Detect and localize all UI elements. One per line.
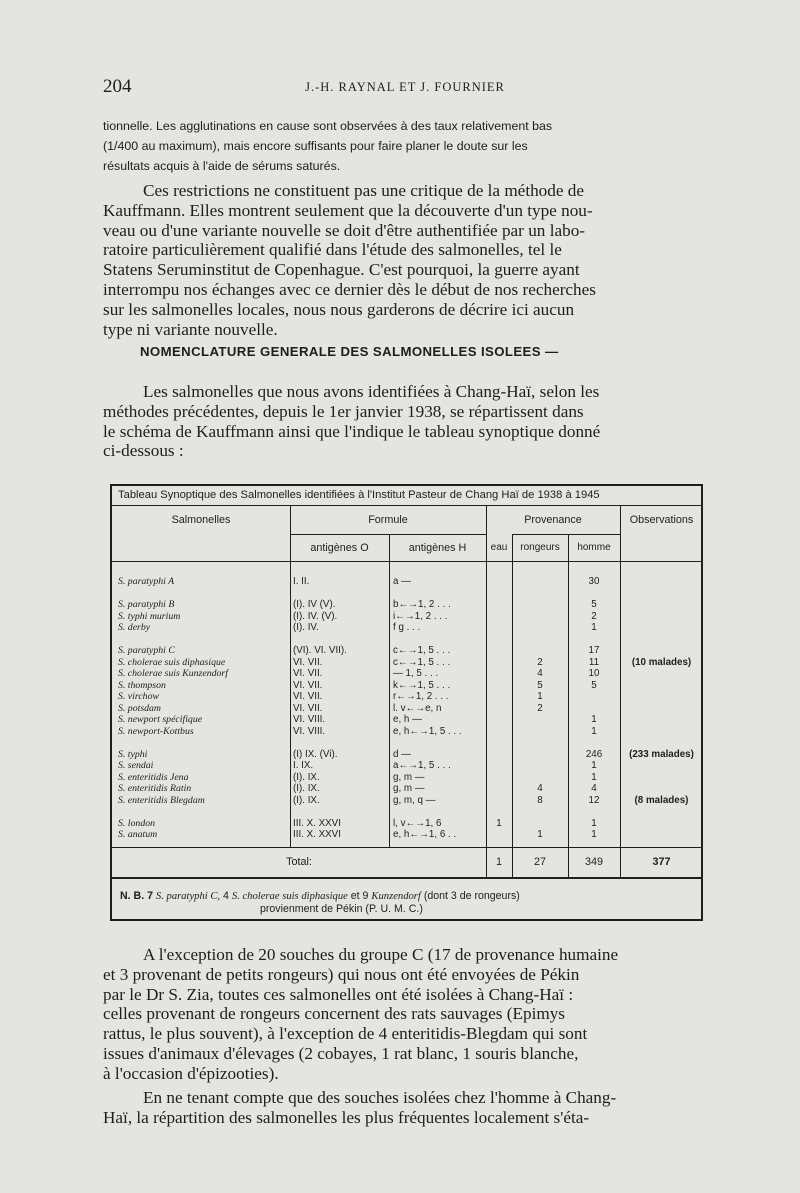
column-salmonella [118, 645, 288, 737]
rule [112, 505, 701, 506]
cell-antigen-o: (VI). VI. VII). [293, 645, 347, 656]
cell-antigen-o: VI. VIII. [293, 725, 326, 737]
cell-salmonella: S. paratyphi B [118, 599, 175, 610]
footnote-prefix: N. B. 7 [120, 890, 153, 902]
header-antigenes-o: antigènes O [310, 542, 369, 554]
cell-homme: 1 [591, 817, 597, 829]
intro-paragraph [103, 116, 706, 176]
footnote-text: et 9 [350, 890, 369, 902]
cell-salmonella: S. anatum [118, 829, 158, 840]
cell-homme: 1 [591, 771, 597, 783]
cell-antigen-o: I. II. [293, 576, 310, 587]
cell-eau [486, 576, 512, 588]
cell-antigen-o: III. X. XXVI [293, 829, 341, 840]
column-eau [486, 818, 512, 841]
cell-homme: 1 [591, 829, 597, 840]
text-line: issues d'animaux d'élevages (2 cobayes, 1 rat blanc, 1 souris blanche, [103, 1043, 579, 1063]
column-homme [568, 645, 620, 737]
column-homme [568, 576, 620, 588]
total-observations: 377 [652, 856, 671, 868]
cell-antigen-o: (I). IV (V). [293, 599, 336, 610]
cell-rongeurs: 2 [537, 702, 543, 714]
text-line: rattus, le plus souvent), à l'exception de 4 enteritidis-Blegdam qui sont [103, 1024, 588, 1044]
cell-antigen-o: (I). IV. [293, 622, 319, 633]
column-salmonella [118, 818, 288, 841]
column-salmonella [118, 599, 288, 634]
cell-antigen-o: VI. VII. [293, 691, 323, 702]
header-homme: homme [577, 542, 611, 553]
footnote-text: (dont 3 de rongeurs) [423, 890, 520, 902]
column-antigen-h [393, 749, 485, 807]
cell-homme: 5 [591, 599, 597, 610]
column-eau [486, 749, 512, 807]
header-salmonelles: Salmonelles [171, 514, 231, 526]
column-rongeurs [512, 599, 568, 634]
cell-observations [620, 611, 703, 623]
cell-observations [620, 783, 703, 795]
cell-eau [486, 657, 512, 669]
cell-observations [620, 691, 703, 703]
cell-observations [620, 668, 703, 680]
cell-homme: 11 [588, 656, 600, 668]
column-antigen-o [293, 576, 387, 588]
rule [112, 847, 701, 848]
cell-salmonella: S. paratyphi A [118, 576, 175, 587]
cell-salmonella: S. london [118, 817, 156, 829]
total-eau: 1 [495, 856, 502, 868]
cell-antigen-h: c←→1, 5 . . . [393, 645, 451, 656]
cell-salmonella: S. newport-Kottbus [118, 725, 194, 737]
cell-observations [620, 829, 703, 841]
text-line: et 3 provenant de petits rongeurs) qui nous ont été envoyées de Pékin [103, 964, 580, 984]
text-line: Ces restrictions ne constituent pas une critique de la méthode de [143, 181, 585, 200]
cell-antigen-o: VI. VII. [293, 668, 323, 679]
text-line: En ne tenant compte que des souches isolées chez l'homme à Chang- [143, 1088, 617, 1107]
column-homme [568, 749, 620, 807]
column-antigen-o [293, 645, 387, 737]
cell-homme: 12 [588, 794, 600, 806]
cell-rongeurs [512, 818, 568, 830]
cell-eau [486, 714, 512, 726]
text-line: interrompu nos échanges avec ce dernier dès le début de nos recherches [103, 279, 596, 299]
header-rongeurs: rongeurs [520, 542, 560, 553]
cell-antigen-h: k←→1, 5 . . . [393, 679, 451, 691]
column-observations [620, 576, 703, 588]
cell-homme: 17 [588, 645, 600, 656]
cell-antigen-h: g, m — [393, 771, 425, 783]
cell-eau [486, 668, 512, 680]
column-antigen-o [293, 599, 387, 634]
cell-antigen-h: e, h — [393, 714, 422, 725]
cell-observations [620, 576, 703, 588]
cell-antigen-o: VI. VII. [293, 702, 323, 714]
cell-antigen-h: d — [393, 748, 411, 760]
column-salmonella [118, 749, 288, 807]
rule [290, 534, 486, 535]
text-line: sur les salmonelles locales, nous nous garderons de décrire ici aucun [103, 299, 575, 319]
paragraph-salmonelles [103, 382, 706, 461]
text-line: à l'occasion d'épizooties). [103, 1063, 279, 1083]
cell-homme: 30 [588, 576, 600, 587]
footnote-line: provienment de Pékin (P. U. M. C.) [260, 903, 423, 915]
header-formule: Formule [368, 514, 408, 526]
cell-observations [620, 680, 703, 692]
cell-homme: 1 [591, 714, 597, 725]
text-line: A l'exception de 20 souches du groupe C (17 de provenance humaine [143, 945, 619, 964]
cell-rongeurs: 8 [537, 794, 543, 806]
cell-salmonella: S. sendai [118, 760, 154, 771]
cell-observations: (233 malades) [629, 748, 694, 760]
cell-rongeurs: 5 [537, 679, 543, 691]
cell-homme [568, 691, 620, 703]
cell-antigen-o: (I). IX. [293, 771, 320, 783]
cell-antigen-o: III. X. XXVI [293, 817, 341, 829]
paragraph-repartition [103, 1088, 706, 1128]
text-line: Haï, la répartition des salmonelles les plus fréquentes localement s'éta- [103, 1107, 590, 1127]
cell-antigen-o: (I). IX. [293, 783, 320, 794]
column-antigen-o [293, 749, 387, 807]
cell-salmonella: S. enteritidis Blegdam [118, 794, 205, 806]
text-line: type ni variante nouvelle. [103, 319, 278, 339]
page-header [103, 76, 707, 100]
text-line: résultats acquis à l'aide de sérums saturés. [103, 159, 341, 173]
cell-eau [486, 749, 512, 761]
cell-eau [486, 599, 512, 611]
cell-antigen-h: f g . . . [393, 622, 421, 633]
cell-rongeurs [512, 749, 568, 761]
cell-antigen-h: g, m — [393, 783, 425, 794]
total-rongeurs: 27 [533, 856, 546, 868]
text-line: le schéma de Kauffmann ainsi que l'indique le tableau synoptique donné [103, 421, 601, 441]
rule [389, 534, 390, 847]
cell-observations [620, 772, 703, 784]
cell-antigen-h: g, m, q — [393, 794, 436, 806]
text-line: tionnelle. Les agglutinations en cause sont observées à des taux relativement bas [103, 119, 553, 133]
cell-antigen-h: i←→1, 2 . . . [393, 610, 448, 622]
header-provenance: Provenance [524, 514, 582, 526]
column-antigen-h [393, 576, 485, 588]
cell-rongeurs [512, 611, 568, 623]
column-rongeurs [512, 749, 568, 807]
section-title: NOMENCLATURE GENERALE DES SALMONELLES ISOLEES — [140, 344, 559, 359]
running-title: J.-H. RAYNAL ET J. FOURNIER [305, 80, 505, 94]
header-observations: Observations [629, 514, 694, 526]
total-homme: 349 [584, 856, 603, 868]
cell-rongeurs: 1 [537, 829, 543, 840]
cell-eau [486, 772, 512, 784]
footnote-text: 4 [223, 890, 229, 902]
text-line: ratoire particulièrement qualifié dans l'étude des salmonelles, tel le [103, 240, 562, 260]
cell-salmonella: S. cholerae suis Kunzendorf [118, 668, 228, 679]
cell-salmonella: S. typhi murium [118, 610, 181, 622]
rule [512, 534, 620, 535]
paragraph-restrictions [103, 181, 706, 339]
cell-eau [486, 795, 512, 807]
column-eau [486, 645, 512, 737]
text-line: ci-dessous : [103, 441, 184, 461]
cell-antigen-h: b←→1, 2 . . . [393, 599, 451, 610]
column-homme [568, 818, 620, 841]
page-number: 204 [103, 76, 132, 97]
cell-salmonella: S. newport spécifique [118, 714, 203, 725]
cell-antigen-o: VI. VII. [293, 679, 323, 691]
cell-rongeurs [512, 599, 568, 611]
cell-rongeurs [512, 760, 568, 772]
column-eau [486, 576, 512, 588]
cell-eau [486, 645, 512, 657]
text-line: Statens Seruminstitut de Copenhague. C'est pourquoi, la guerre ayant [103, 260, 580, 280]
cell-salmonella: S. paratyphi C [118, 645, 175, 656]
cell-rongeurs: 2 [537, 656, 543, 668]
text-line: méthodes précédentes, depuis le 1er janvier 1938, se répartissent dans [103, 401, 584, 421]
cell-homme: 10 [588, 668, 600, 679]
paragraph-exception [103, 945, 706, 1084]
cell-antigen-o: VI. VII. [293, 656, 323, 668]
synoptic-table [110, 484, 703, 921]
cell-antigen-h: r←→1, 2 . . . [393, 691, 449, 702]
cell-antigen-h: e, h←→1, 6 . . [393, 829, 457, 840]
cell-rongeurs: 4 [537, 783, 543, 794]
text-line: veau ou d'une variante nouvelle se doit d'être authentifiée par un labo- [103, 220, 586, 240]
cell-antigen-o: (I) IX. (Vi). [293, 748, 338, 760]
rule [112, 877, 701, 879]
column-rongeurs [512, 576, 568, 588]
cell-observations [620, 622, 703, 634]
cell-homme: 1 [591, 622, 597, 633]
column-eau [486, 599, 512, 634]
cell-antigen-o: (I). IV. (V). [293, 610, 338, 622]
cell-salmonella: S. cholerae suis diphasique [118, 656, 226, 668]
cell-eau [486, 703, 512, 715]
cell-observations [620, 599, 703, 611]
cell-antigen-o: I. IX. [293, 760, 314, 771]
cell-observations [620, 645, 703, 657]
cell-homme: 5 [591, 679, 597, 691]
column-antigen-h [393, 599, 485, 634]
column-antigen-h [393, 818, 485, 841]
rule [112, 561, 701, 562]
footnote-name: S. paratyphi C, [155, 891, 221, 902]
cell-salmonella: S. potsdam [118, 702, 162, 714]
column-observations [620, 818, 703, 841]
column-observations [620, 645, 703, 737]
column-observations [620, 599, 703, 634]
cell-antigen-h: l, v←→1, 6 [393, 817, 442, 829]
cell-rongeurs [512, 622, 568, 634]
cell-eau [486, 760, 512, 772]
text-line: (1/400 au maximum), mais encore suffisants pour faire planer le doute sur les [103, 139, 528, 153]
cell-rongeurs [512, 645, 568, 657]
text-line: celles provenant de rongeurs concernent des rats sauvages (Epimys [103, 1004, 565, 1024]
column-rongeurs [512, 645, 568, 737]
cell-salmonella: S. virchow [118, 691, 159, 702]
cell-salmonella: S. enteritidis Jena [118, 771, 189, 783]
rule [290, 505, 291, 847]
cell-rongeurs: 1 [537, 691, 543, 702]
cell-homme [568, 703, 620, 715]
cell-antigen-o: VI. VIII. [293, 714, 326, 725]
cell-eau [486, 622, 512, 634]
cell-observations: (10 malades) [631, 656, 692, 668]
cell-antigen-o: (I). IX. [293, 794, 320, 806]
cell-observations [620, 760, 703, 772]
cell-salmonella: S. thompson [118, 679, 166, 691]
header-eau: eau [490, 542, 508, 553]
cell-homme: 1 [591, 760, 597, 771]
cell-homme: 1 [591, 725, 597, 737]
cell-rongeurs [512, 726, 568, 738]
column-rongeurs [512, 818, 568, 841]
text-line: par le Dr S. Zia, toutes ces salmonelles ont été isolées à Chang-Haï : [103, 984, 574, 1004]
cell-homme: 2 [591, 610, 597, 622]
footnote-line [120, 890, 700, 903]
cell-eau [486, 726, 512, 738]
table-footnote [120, 890, 700, 916]
cell-eau: 1 [496, 817, 502, 829]
cell-antigen-h: — 1, 5 . . . [393, 668, 439, 679]
table-caption: Tableau Synoptique des Salmonelles identifiées à l'Institut Pasteur de Chang Haï de 1938 à 1945 [118, 489, 600, 501]
cell-observations: (8 malades) [634, 794, 689, 806]
cell-antigen-h: c←→1, 5 . . . [393, 656, 451, 668]
cell-homme: 246 [585, 748, 603, 760]
cell-antigen-h: l. v←→e, n [393, 702, 442, 714]
cell-salmonella: S. typhi [118, 748, 148, 760]
cell-antigen-h: e, h←→1, 5 . . . [393, 725, 462, 737]
cell-eau [486, 680, 512, 692]
column-homme [568, 599, 620, 634]
cell-salmonella: S. enteritidis Ratin [118, 783, 192, 794]
cell-eau [486, 829, 512, 841]
cell-rongeurs [512, 714, 568, 726]
cell-eau [486, 611, 512, 623]
cell-eau [486, 691, 512, 703]
cell-homme: 4 [591, 783, 597, 794]
cell-observations [620, 714, 703, 726]
column-observations [620, 749, 703, 807]
text-line: Kauffmann. Elles montrent seulement que la découverte d'un type nou- [103, 200, 593, 220]
cell-eau [486, 783, 512, 795]
cell-antigen-h: a←→1, 5 . . . [393, 760, 451, 771]
column-antigen-h [393, 645, 485, 737]
cell-rongeurs: 4 [537, 668, 543, 679]
cell-observations [620, 726, 703, 738]
header-antigenes-h: antigènes H [408, 542, 467, 554]
cell-observations [620, 818, 703, 830]
column-salmonella [118, 576, 288, 588]
footnote-name: S. cholerae suis diphasique [231, 891, 348, 902]
total-label: Total: [286, 856, 312, 868]
cell-observations [620, 703, 703, 715]
column-antigen-o [293, 818, 387, 841]
cell-salmonella: S. derby [118, 622, 151, 633]
footnote-name: Kunzendorf [371, 891, 421, 902]
cell-rongeurs [512, 576, 568, 588]
cell-rongeurs [512, 772, 568, 784]
text-line: Les salmonelles que nous avons identifiées à Chang-Haï, selon les [143, 382, 600, 401]
cell-antigen-h: a — [393, 576, 411, 587]
